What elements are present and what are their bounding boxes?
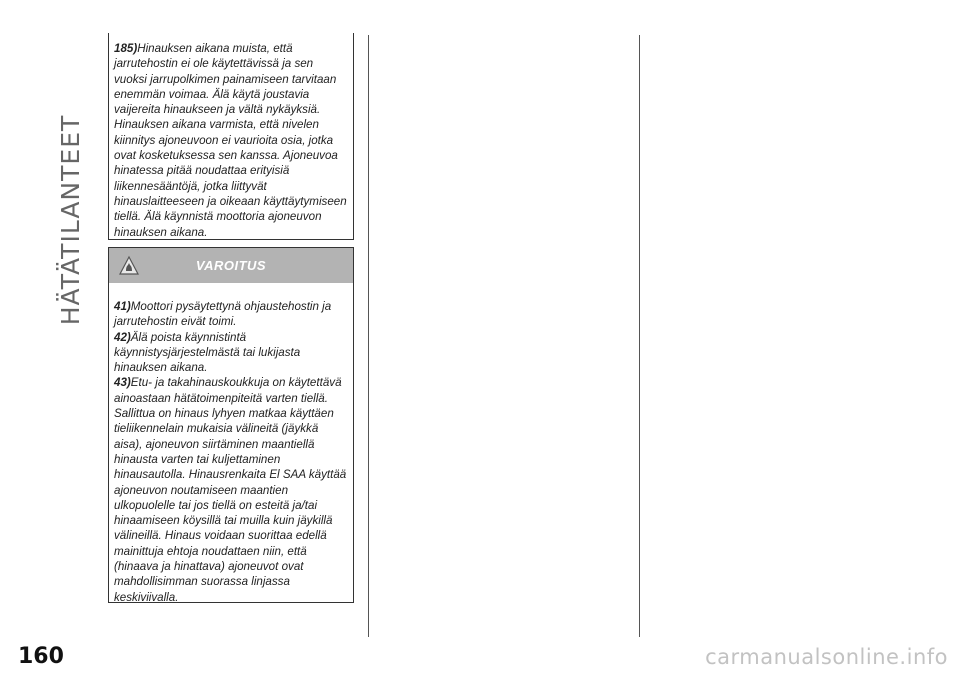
watermark: carmanualsonline.info bbox=[705, 645, 948, 669]
warning-title: VAROITUS bbox=[195, 258, 267, 273]
column-divider bbox=[639, 35, 640, 637]
warning-note-43 bbox=[114, 375, 349, 604]
note-text: Moottori pysäytettynä ohjaustehostin ja jarrutehostin eivät toimi. bbox=[114, 300, 332, 329]
notes-box bbox=[108, 33, 354, 240]
warning-header bbox=[108, 247, 354, 283]
warning-note-41 bbox=[114, 299, 349, 330]
note-text: Älä poista käynnistintä käynnistysjärjestelmästä tai lukijasta hinauksen aikana. bbox=[114, 330, 301, 375]
note-text: Etu- ja takahinauskoukkuja on käytettävä ainoastaan hätätoimenpiteitä varten tiellä. Sallittua on hinaus lyhyen matkaa käyttäen tieliikennelain mukaisia välineitä (jäykkä aisa), ajoneuvon siirtäminen maantiellä hinausta varten tai kuljettaminen hinausautolla. Hinausrenkaita El SAA käyttää ajoneuvon noutamiseen maantien ulkopuolelle tai jos tiellä on esteitä ja/tai hinaamiseen köysillä tai muilla kuin jäykillä välineillä. Hinaus voidaan suorittaa edellä mainittuja ehtoja noudattaen niin, että (hinaava ja hinattava) ajoneuvot ovat mahdollisimman suorassa linjassa keskiviivalla. bbox=[114, 376, 347, 604]
column-divider bbox=[368, 35, 369, 637]
note-number: 185) bbox=[114, 42, 138, 55]
note-text: Hinauksen aikana muista, että jarrutehostin ei ole käytettävissä ja sen vuoksi jarrupolkimen painamiseen tarvitaan enemmän voimaa. Älä käytä joustavia vaijereita hinaukseen ja vältä nykäyksiä. Hinauksen aikana varmista, että nivelen kiinnitys ajoneuvoon ei vaurioita osia, jotka ovat kosketuksessa sen kanssa. Ajoneuvoa hinatessa pitää noudattaa erityisiä liikennesääntöjä, jotka liittyvät hinauslaitteeseen ja oikeaan käyttäytymiseen tiellä. Älä käynnistä moottoria ajoneuvon hinauksen aikana. bbox=[114, 42, 347, 239]
note-number: 41) bbox=[114, 300, 131, 313]
warning-box bbox=[108, 283, 354, 603]
note-185 bbox=[114, 41, 349, 240]
page-number: 160 bbox=[18, 644, 64, 669]
note-number: 43) bbox=[114, 376, 131, 390]
section-title: HÄTÄTILANTEET bbox=[55, 114, 85, 326]
note-number: 42) bbox=[114, 330, 131, 344]
warning-note-42 bbox=[114, 330, 349, 376]
